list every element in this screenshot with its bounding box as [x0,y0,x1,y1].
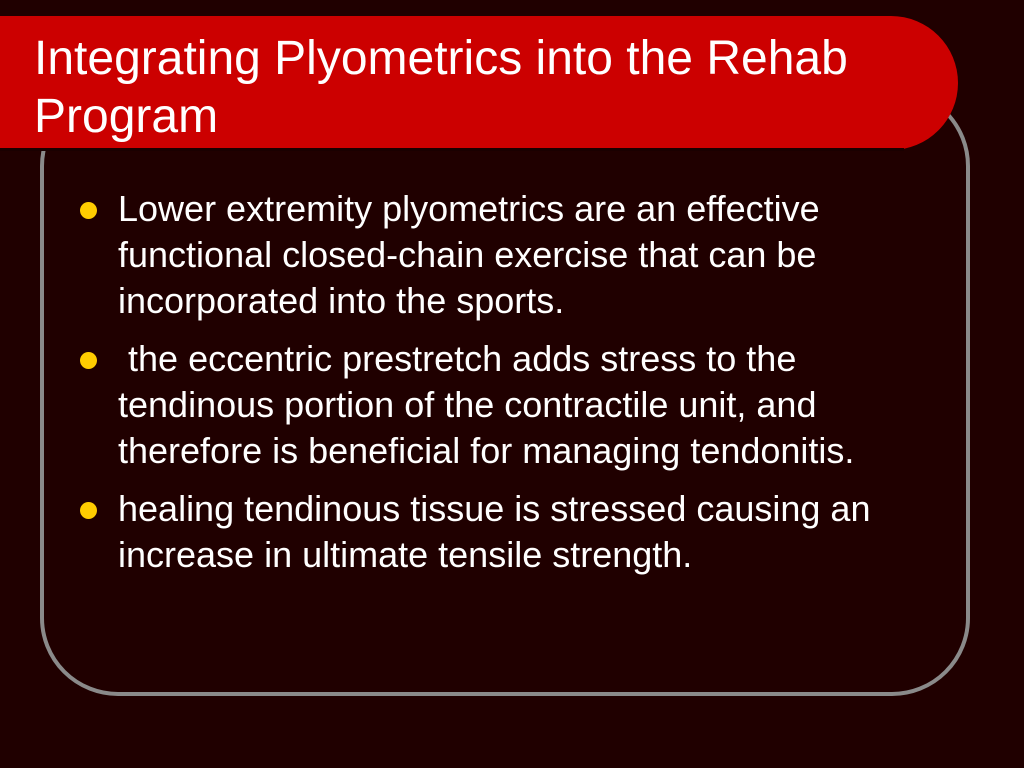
bullet-item [80,486,950,578]
slide-title: Integrating Plyometrics into the Rehab Program [34,32,848,143]
bullet-text: healing tendinous tissue is stressed causing an increase in ultimate tensile strength. [118,488,881,575]
title-bar [0,16,958,150]
bullet-item [80,336,950,474]
bullet-text: the eccentric prestretch adds stress to the tendinous portion of the contractile unit, and therefore is beneficial for managing tendonitis. [118,338,855,471]
bullet-dot-icon [80,502,97,519]
title-underline [0,148,904,151]
bullet-item [80,186,950,324]
bullet-dot-icon [80,352,97,369]
bullet-list [80,186,950,590]
bullet-text: Lower extremity plyometrics are an effective functional closed-chain exercise that can be incorporated into the sports. [118,188,830,321]
bullet-dot-icon [80,202,97,219]
